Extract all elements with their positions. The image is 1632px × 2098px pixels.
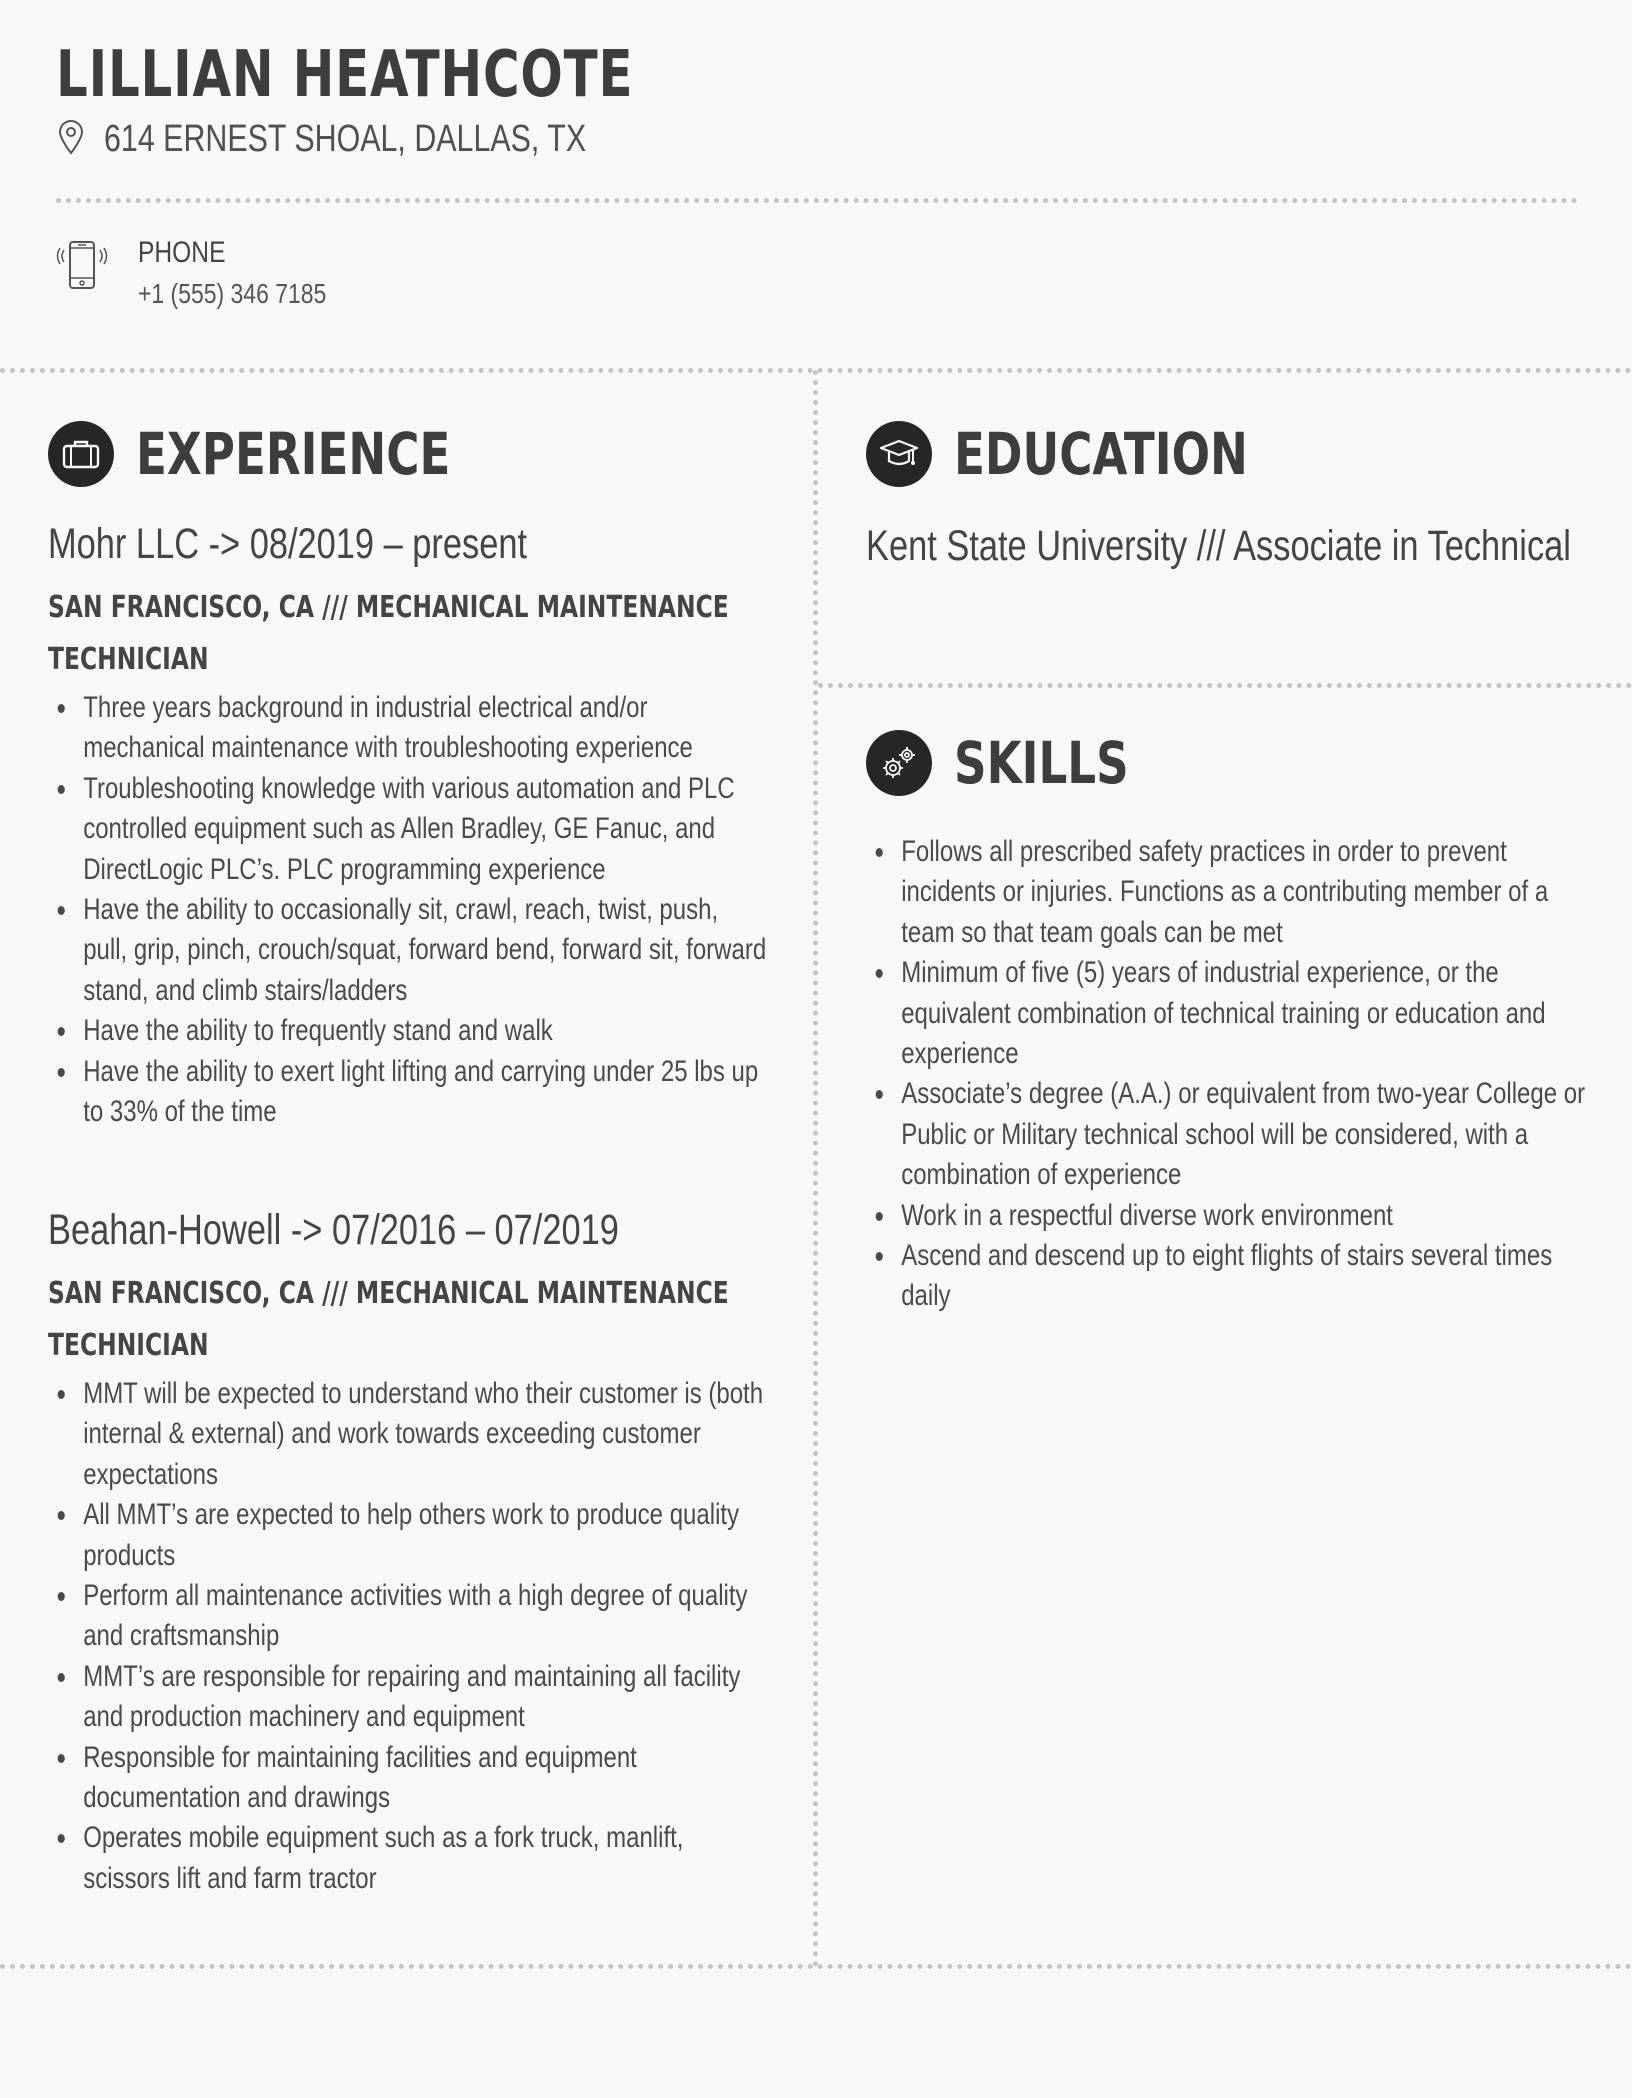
candidate-name: LILLIAN HEATHCOTE [56,38,634,112]
education-title: EDUCATION [954,420,1248,488]
list-item: Work in a respectful diverse work environment [866,1196,1586,1236]
list-item: Follows all prescribed safety practices in order to prevent incidents or injuries. Functions as a contributing member of a team so that team goals can be met [866,832,1586,953]
column-divider [813,370,818,1968]
experience-title: EXPERIENCE [136,420,451,488]
address-row [56,118,707,161]
phone-number: +1 (555) 346 7185 [138,278,327,309]
list-item: Have the ability to frequently stand and walk [48,1011,768,1051]
list-item: Associate’s degree (A.A.) or equivalent from two-year College or Public or Military technical school will be considered, with a combination of experience [866,1074,1586,1195]
job-bullets [48,1374,768,1899]
address: 614 ERNEST SHOAL, DALLAS, TX [104,118,587,160]
job-heading: Mohr LLC -> 08/2019 – present [48,520,528,568]
job-entry-1 [48,520,768,1132]
header-divider [56,198,1578,203]
job-subheading: SAN FRANCISCO, CA /// MECHANICAL MAINTENANCE TECHNICIAN [48,1276,729,1363]
experience-heading [48,420,539,488]
list-item: Have the ability to occasionally sit, crawl, reach, twist, push, pull, grip, pinch, crouch/squat, forward bend, forward sit, forward stand, and climb stairs/ladders [48,890,768,1011]
job-entry-2 [48,1206,768,1899]
list-item: Minimum of five (5) years of industrial experience, or the equivalent combination of technical training or education and experience [866,953,1586,1074]
phone-label: PHONE [138,236,226,269]
education-entry-text: Kent State University /// Associate in Technical [866,522,1571,570]
skills-heading [866,729,1178,797]
graduation-cap-icon [866,421,932,487]
location-pin-icon [56,119,86,160]
list-item: MMT will be expected to understand who their customer is (both internal & external) and work towards exceeding customer expectations [48,1374,768,1495]
mobile-phone-icon [54,236,110,310]
briefcase-icon [48,421,114,487]
education-entry [866,518,1606,574]
list-item: Operates mobile equipment such as a fork truck, manlift, scissors lift and farm tractor [48,1818,768,1899]
skills-list [866,832,1606,1317]
education-divider [818,683,1632,688]
job-subheading: SAN FRANCISCO, CA /// MECHANICAL MAINTENANCE TECHNICIAN [48,590,729,677]
gears-icon [866,730,932,796]
list-item: MMT’s are responsible for repairing and maintaining all facility and production machinery and equipment [48,1657,768,1738]
education-heading [866,420,1331,488]
job-heading: Beahan-Howell -> 07/2016 – 07/2019 [48,1206,619,1254]
skills-title: SKILLS [954,729,1129,797]
list-item: Ascend and descend up to eight flights of stairs several times daily [866,1236,1586,1317]
bottom-divider [0,1964,1632,1969]
list-item: Troubleshooting knowledge with various automation and PLC controlled equipment such as Allen Bradley, GE Fanuc, and DirectLogic PLC’s. PLC programming experience [48,769,768,890]
list-item: All MMT’s are expected to help others work to produce quality products [48,1495,768,1576]
list-item: Responsible for maintaining facilities and equipment documentation and drawings [48,1738,768,1819]
list-item: Three years background in industrial electrical and/or mechanical maintenance with troubleshooting experience [48,688,768,769]
phone-contact [54,236,368,310]
job-bullets [48,688,768,1132]
list-item: Perform all maintenance activities with a high degree of quality and craftsmanship [48,1576,768,1657]
skills-bullets [866,832,1586,1317]
list-item: Have the ability to exert light lifting and carrying under 25 lbs up to 33% of the time [48,1052,768,1133]
